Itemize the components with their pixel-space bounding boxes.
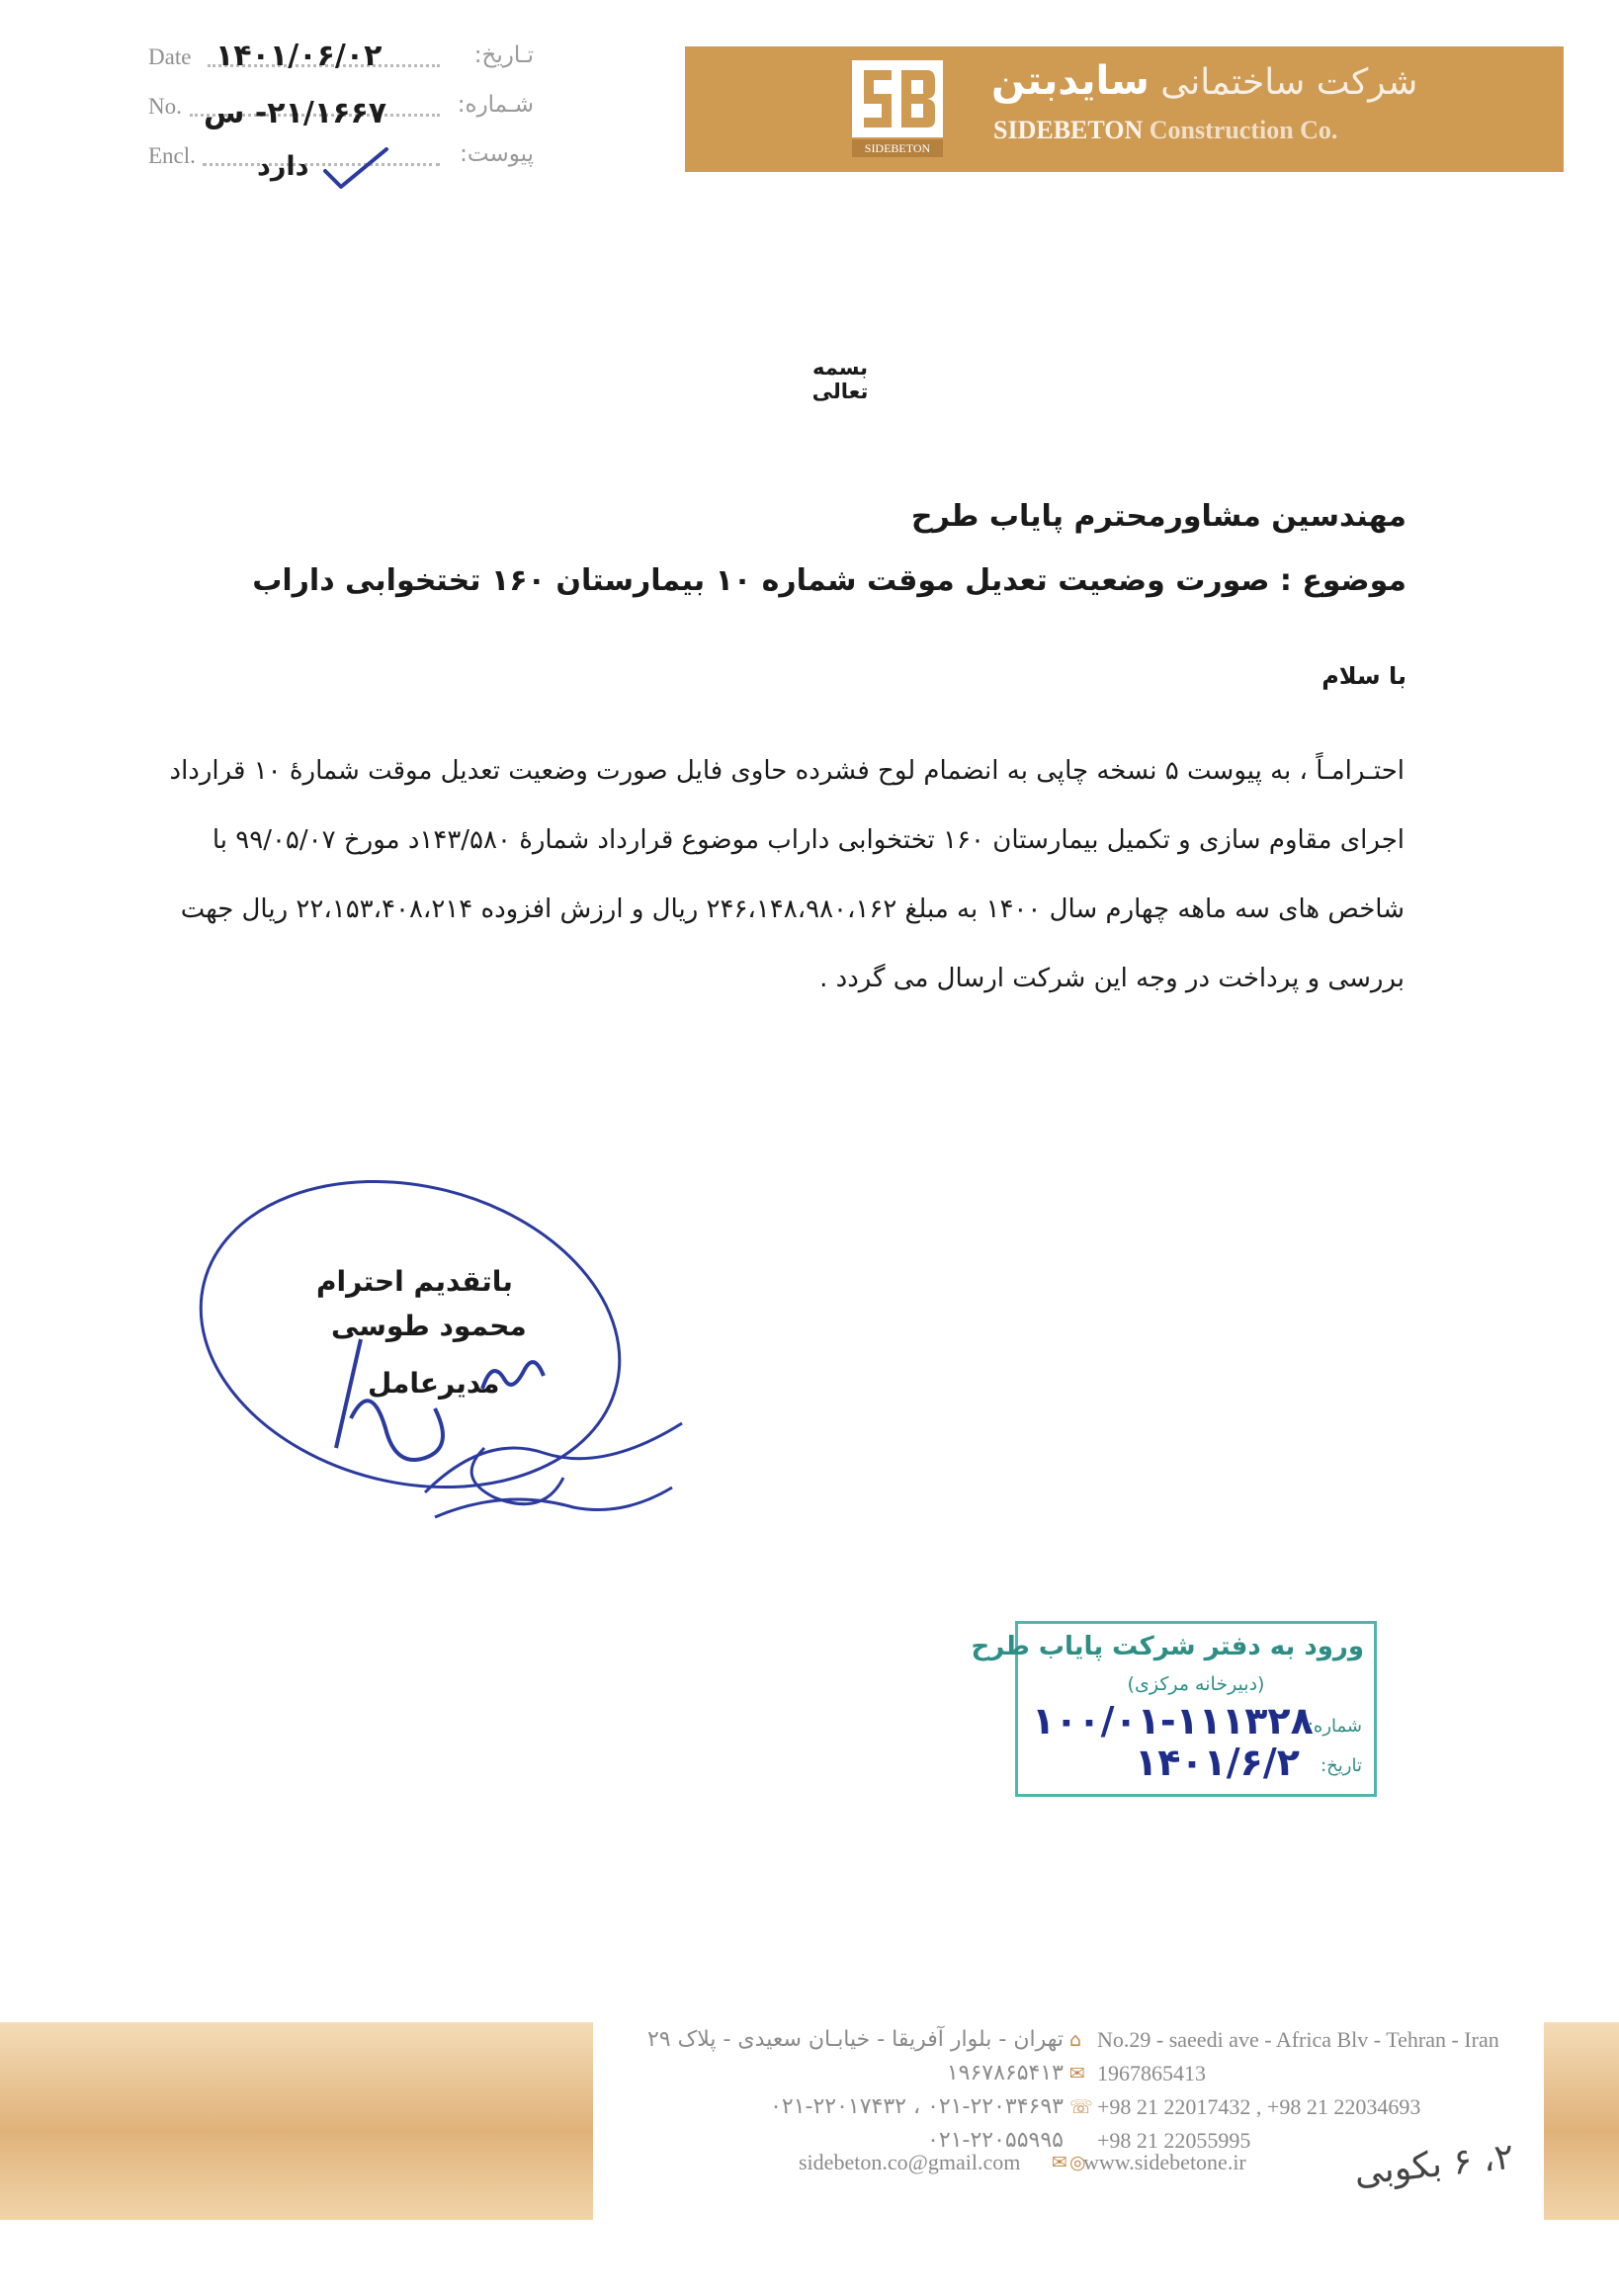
body-line-4: بررسی و پرداخت در وجه این شرکت ارسال می گردد . — [819, 964, 1405, 993]
greeting: با سلام — [1321, 662, 1406, 690]
number-label-en: No. — [148, 94, 182, 119]
handwritten-initial — [474, 1349, 554, 1408]
signer-title: مدیرعامل — [368, 1367, 500, 1400]
body-line-3: شاخص های سه ماهه چهارم سال ۱۴۰۰ به مبلغ ۲۴۶،۱۴۸،۹۸۰،۱۶۲ ریال و ارزش افزوده ۲۲،۱۵۳،۴۰۸،۲۱۴ ریال جهت — [180, 894, 1405, 924]
footer-website: www.sidebetone.ir — [1083, 2150, 1246, 2174]
company-logo — [852, 60, 943, 157]
company-name-fa-main: سایدبتن — [991, 58, 1150, 104]
date-label-en: Date — [148, 44, 192, 69]
enclosure-row — [148, 143, 534, 187]
logo-caption: SIDEBETON — [864, 141, 931, 155]
company-name-fa-prefix: شرکت ساختمانی — [1160, 62, 1418, 103]
company-name-en-main: SIDEBETON — [993, 116, 1144, 144]
received-stamp — [971, 1621, 1377, 1797]
footer-phone-row — [633, 2094, 1540, 2122]
footer-phone-en: +98 21 22017432 , +98 21 22034693 — [1097, 2094, 1421, 2119]
footer-address-fa: تهران - بلوار آفریقا - خیابـان سعیدی - پلاک ۲۹ — [646, 2027, 1064, 2052]
stamp-subtitle: (دبیرخانه مرکزی) — [1127, 1673, 1265, 1695]
footer-postal-row — [633, 2061, 1540, 2088]
body-line-1: احتـرامـاً ، به پیوست ۵ نسخه چاپی به انضمام لوح فشرده حاوی فایل صورت وضعیت تعدیل موقت شمارهٔ ۱۰ قرارداد — [169, 756, 1405, 786]
globe-icon: ◎ — [1069, 2152, 1086, 2173]
company-name-fa — [991, 58, 1417, 104]
enclosure-label-en: Encl. — [148, 143, 196, 168]
stamp-number-label: شماره: — [1307, 1716, 1362, 1737]
stamp-date-value: ۱۴۰۱/۶/۲ — [1135, 1741, 1300, 1784]
footer-address-row — [633, 2027, 1540, 2055]
footer-band-left — [0, 2022, 593, 2220]
enclosure-value: دارد — [257, 151, 309, 182]
number-value: ۲۱/۱۶۶۷- س — [204, 96, 387, 130]
stamp-number-value: ۱۰۰/۰۱-۱۱۱۳۲۸ — [1032, 1699, 1314, 1743]
signer-name: محمود طوسی — [331, 1310, 527, 1342]
footer-band-right — [1544, 2022, 1619, 2220]
footer-postal-fa: ۱۹۶۷۸۶۵۴۱۳ — [946, 2061, 1064, 2085]
company-name-en-suffix: Construction Co. — [1149, 116, 1338, 144]
email-icon: ✉ — [1052, 2152, 1067, 2173]
seal-script-arc — [415, 1413, 692, 1532]
company-banner — [685, 46, 1564, 172]
body-line-2: اجرای مقاوم سازی و تکمیل بیمارستان ۱۶۰ تختخوابی داراب موضوع قرارداد شمارهٔ ۱۴۳/۵۸۰د مورخ ۹۹/۰۵/۰۷ با — [212, 825, 1405, 855]
closing-text: باتقدیم احترام — [316, 1265, 513, 1298]
number-row — [148, 94, 534, 137]
phone-icon: ☏ — [1069, 2096, 1093, 2118]
company-name-en — [993, 116, 1337, 145]
mailbox-icon: ✉ — [1069, 2063, 1085, 2084]
enclosure-label-fa: پیوست: — [460, 141, 534, 167]
number-label-fa: شـماره: — [457, 92, 534, 118]
date-label-fa: تـاریخ: — [473, 43, 534, 68]
addressee: مهندسین مشاورمحترم پایاب طرح — [910, 499, 1406, 534]
footer-fax-fa: ۰۲۱-۲۲۰۵۵۹۹۵ — [927, 2128, 1064, 2153]
checkmark-icon — [321, 145, 390, 191]
footer-postal-en: 1967865413 — [1097, 2061, 1206, 2085]
stamp-title: ورود به دفتر شرکت پایاب طرح — [971, 1632, 1364, 1661]
stamp-date-label: تاریخ: — [1321, 1755, 1362, 1776]
footer-phone-fa: ۰۲۱-۲۲۰۱۷۴۳۲ ، ۰۲۱-۲۲۰۳۴۶۹۳ — [770, 2094, 1064, 2119]
subject-line: موضوع : صورت وضعیت تعدیل موقت شماره ۱۰ بیمارستان ۱۶۰ تختخوابی داراب — [252, 563, 1406, 598]
handwritten-note: ۲، ۶ بکوبی — [1352, 2136, 1516, 2194]
date-row — [148, 39, 534, 88]
home-icon: ⌂ — [1069, 2029, 1082, 2051]
salutation: بسمه تعالی — [811, 356, 869, 403]
footer-email: sidebeton.co@gmail.com — [799, 2150, 1021, 2174]
footer-fax-en: +98 21 22055995 — [1097, 2128, 1251, 2153]
date-value: ۱۴۰۱/۰۶/۰۲ — [215, 39, 383, 73]
footer-address-en: No.29 - saeedi ave - Africa Blv - Tehran - Iran — [1097, 2027, 1499, 2052]
